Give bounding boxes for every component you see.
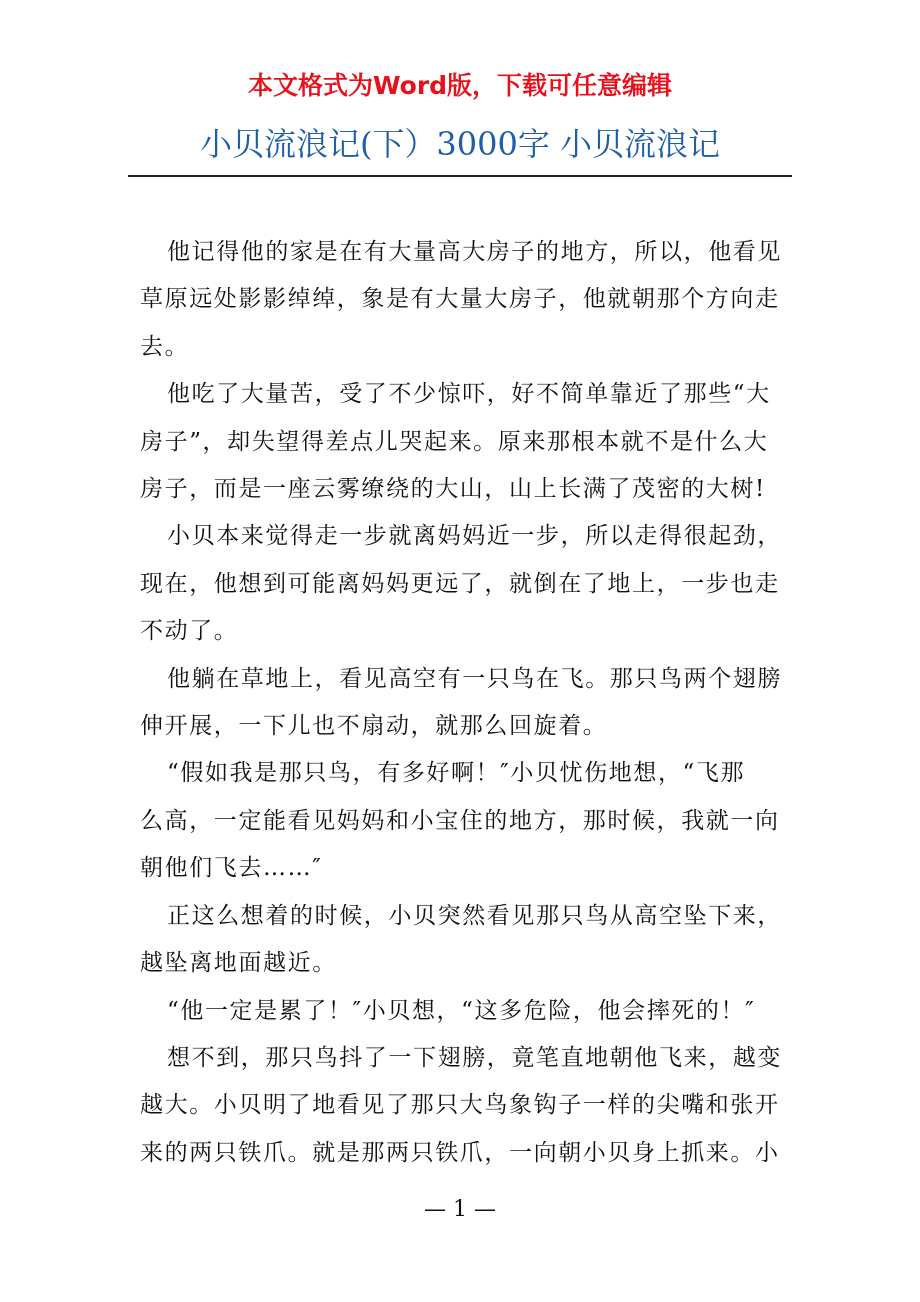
document-title: 小贝流浪记(下）3000字 小贝流浪记 xyxy=(199,125,721,163)
paragraph: 他吃了大量苦，受了不少惊吓，好不简单靠近了那些“大 房子”，却失望得差点儿哭起来。原来那根本就不是什么大 房子，而是一座云雾缭绕的大山，山上长满了茂密的大树! xyxy=(140,381,771,503)
title-divider xyxy=(128,175,792,177)
paragraph: 想不到，那只鸟抖了一下翅膀，竟笔直地朝他飞来，越变 越大。小贝明了地看见了那只大鸟象钩子一样的尖嘴和张开 来的两只铁爪。就是那两只铁爪，一向朝小贝身上抓来。小 xyxy=(140,1044,782,1166)
paragraph: “他一定是累了！″小贝想，“这多危险，他会摔死的！″ xyxy=(167,997,756,1024)
document-body xyxy=(140,229,792,1177)
page-number: — 1 — xyxy=(424,1197,496,1222)
paragraph: 他记得他的家是在有大量高大房子的地方，所以，他看见 草原远处影影绰绰，象是有大量大房子，他就朝那个方向走 去。 xyxy=(140,239,782,360)
paragraph: 他躺在草地上，看见高空有一只鸟在飞。那只鸟两个翅膀 伸开展，一下儿也不扇动，就那么回旋着。 xyxy=(140,665,782,740)
paragraph: “假如我是那只鸟，有多好啊！″小贝忧伤地想，“飞那 么高，一定能看见妈妈和小宝住的地方，那时候，我就一向 朝他们飞去……″ xyxy=(140,760,780,882)
paragraph: 正这么想着的时候，小贝突然看见那只鸟从高空坠下来， 越坠离地面越近。 xyxy=(140,902,782,977)
format-notice: 本文格式为Word版，下载可任意编辑 xyxy=(247,71,673,100)
paragraph: 小贝本来觉得走一步就离妈妈近一步，所以走得很起劲， 现在，他想到可能离妈妈更远了，就倒在了地上，一步也走 不动了。 xyxy=(140,523,782,645)
